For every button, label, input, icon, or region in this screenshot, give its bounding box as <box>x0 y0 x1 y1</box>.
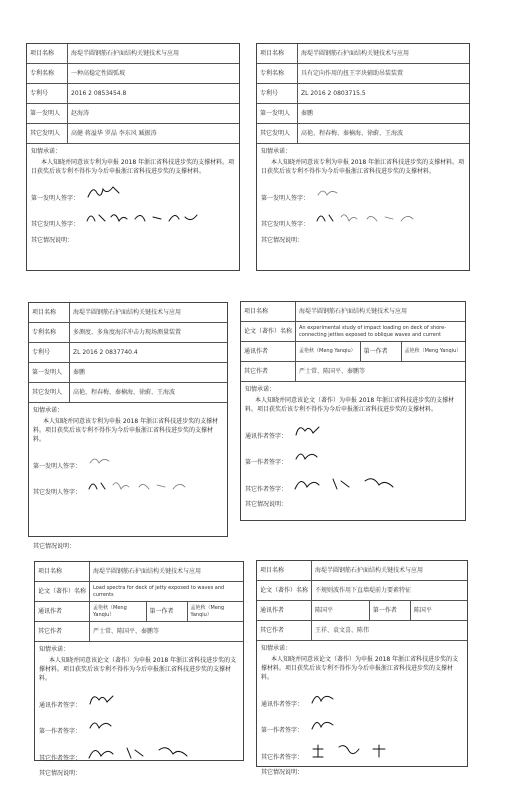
value-other-inventors: 高艳、程春梅、秦楠海、徐蔚、王海波 <box>70 383 228 403</box>
label-corresponding-author: 通讯作者 <box>35 602 90 622</box>
notice-text: 本人知晓并同意该论文（著作）为申报 2018 年浙江省科技进步奖的支撑材料。项目获奖后该专利不得作为今后申报浙江省科技进步奖的支撑材料。 <box>245 397 455 413</box>
other-notes: 其它情况说明： <box>33 543 76 550</box>
value-project: 海堤半圆钢筋石护面结构关键技术与应用 <box>296 302 465 322</box>
value-patent-no: 2016 2 0853454.8 <box>68 84 240 104</box>
handwritten-signature <box>309 689 339 707</box>
patent-form-1 <box>26 43 240 271</box>
label-patent-name: 专利名称 <box>29 323 70 343</box>
other-authors-signature-row <box>241 469 465 495</box>
notice-title: 知情承诺： <box>261 148 292 155</box>
notice-text: 本人知晓并同意该专利为申报 2018 年浙江省科技进步奖的支撑材料。项目获奖后该专利不得作为今后申报浙江省科技进步奖的支撑材料。 <box>31 159 235 175</box>
handwritten-signature <box>87 716 117 734</box>
first-author-signature-row <box>35 712 243 738</box>
value-first-author: 陈国平 <box>410 601 467 621</box>
label-paper-name: 论文（著作）名称 <box>35 582 90 602</box>
first-inventor-signature-row <box>29 447 227 473</box>
label-project: 项目名称 <box>241 302 296 322</box>
value-other-authors: 严士常、陈国平、秦鹏等 <box>90 622 243 642</box>
value-patent-no: ZL 2016 2 0803715.5 <box>298 84 470 104</box>
handwritten-signature <box>87 742 197 762</box>
handwritten-signature <box>87 451 117 469</box>
first-author-signature-row <box>241 443 465 469</box>
label-other-inventors: 其它发明人 <box>257 124 298 144</box>
handwritten-signature <box>87 477 197 495</box>
notice-block <box>29 403 227 447</box>
value-patent-no: ZL 2016 2 0837740.4 <box>70 343 228 363</box>
other-notes: 其它情况说明： <box>261 237 304 244</box>
patent-form-3 <box>28 302 228 550</box>
label-paper-name: 论文（著作）名称 <box>241 322 296 342</box>
other-notes: 其它情况说明： <box>245 501 288 508</box>
label-first-inventor: 第一发明人 <box>27 104 68 124</box>
paper-form-2 <box>34 561 244 777</box>
value-paper-name: An experimental study of impact loading on deck of shore-connecting jetties exposed to oblique waves and current <box>296 322 465 342</box>
label-first-author: 第一作者 <box>146 602 187 622</box>
value-first-inventor: 秦鹏 <box>298 104 470 124</box>
sig-label-first-inventor: 第一发明人签字： <box>261 194 310 202</box>
value-paper-name: Load spectra for deck of jetty exposed to waves and currents <box>90 582 243 602</box>
value-project: 海堤半圆钢筋石护面结构关键技术与应用 <box>298 44 470 64</box>
label-patent-name: 专利名称 <box>27 64 68 84</box>
label-patent-name: 专利名称 <box>257 64 298 84</box>
value-corresponding-author: 陈国平 <box>312 601 370 621</box>
other-authors-signature-row <box>35 738 243 764</box>
label-project: 项目名称 <box>29 303 70 323</box>
label-first-inventor: 第一发明人 <box>257 104 298 124</box>
label-other-authors: 其它作者 <box>241 362 296 382</box>
handwritten-signature <box>309 715 339 733</box>
value-project: 海堤半圆钢筋石护面结构关键技术与应用 <box>68 44 240 64</box>
other-notes: 其它情况说明： <box>31 237 74 244</box>
paper-form-1 <box>240 301 466 521</box>
handwritten-signature <box>315 209 425 227</box>
value-project: 海堤半圆钢筋石护面结构关键技术与应用 <box>90 562 243 582</box>
first-author-signature-row <box>257 711 467 737</box>
handwritten-signature <box>85 183 125 201</box>
corresponding-author-signature-row <box>35 686 243 712</box>
sig-label-other-authors: 其它作者签字： <box>245 485 288 493</box>
value-first-inventor: 赵海涛 <box>68 104 240 124</box>
sig-label-first-author: 第一作者签字： <box>39 727 82 735</box>
label-other-inventors: 其它发明人 <box>29 383 70 403</box>
label-patent-no: 专利号 <box>27 84 68 104</box>
other-authors-signature-row <box>257 737 467 763</box>
value-other-authors: 王祥、袁文喜、陈伟 <box>312 621 467 641</box>
notice-title: 知情承诺： <box>31 148 62 155</box>
value-patent-name: 具有定向作用的扭王字块辅助吊装装置 <box>298 64 470 84</box>
notice-text: 本人知晓并同意该专利为申报 2018 年浙江省科技进步奖的支撑材料。项目获奖后该专利不得作为今后申报浙江省科技进步奖的支撑材料。 <box>33 418 219 443</box>
sig-label-other-authors: 其它作者签字： <box>39 754 82 762</box>
label-patent-no: 专利号 <box>29 343 70 363</box>
label-patent-no: 专利号 <box>257 84 298 104</box>
sig-label-other-inventors: 其它发明人签字： <box>31 220 80 228</box>
notice-title: 知情承诺： <box>33 407 64 414</box>
value-paper-name: 不规则波作用下直墙堤前力要素特征 <box>312 581 467 601</box>
label-first-author: 第一作者 <box>360 342 401 362</box>
sig-label-corresponding: 通讯作者签字： <box>245 432 288 440</box>
label-project: 项目名称 <box>257 561 312 581</box>
other-notes: 其它情况说明： <box>261 769 304 776</box>
value-corresponding-author: 孟艳秋（Meng Yanqiu） <box>296 342 361 362</box>
label-other-inventors: 其它发明人 <box>27 124 68 144</box>
label-first-inventor: 第一发明人 <box>29 363 70 383</box>
handwritten-signature <box>293 421 323 439</box>
label-corresponding-author: 通讯作者 <box>241 342 296 362</box>
corresponding-author-signature-row <box>241 417 465 443</box>
value-other-inventors: 高健 蒋溢华 罗晶 李东风 臧振涛 <box>68 124 240 144</box>
value-other-authors: 严士常、陈国平、秦鹏等 <box>296 362 465 382</box>
handwritten-signature <box>293 473 403 493</box>
label-other-authors: 其它作者 <box>257 621 312 641</box>
value-other-inventors: 高艳、程春梅、秦楠海、徐蔚、王海波 <box>298 124 470 144</box>
sig-label-first-inventor: 第一发明人签字： <box>33 462 82 470</box>
label-project: 项目名称 <box>35 562 90 582</box>
value-first-author: 孟艳秋（Meng Yanqiu） <box>187 602 243 622</box>
value-project: 海堤半圆钢筋石护面结构关键技术与应用 <box>70 303 228 323</box>
handwritten-signature <box>309 741 419 761</box>
other-inventors-signature-row <box>257 205 469 231</box>
label-project: 项目名称 <box>257 44 298 64</box>
corresponding-author-signature-row <box>257 685 467 711</box>
notice-text: 本人知晓并同意该论文（著作）为申报 2018 年浙江省科技进步奖的支撑材料。项目获奖后该专利不得作为今后申报浙江省科技进步奖的支撑材料。 <box>39 657 237 682</box>
handwritten-signature <box>87 690 117 708</box>
sig-label-other-inventors: 其它发明人签字： <box>261 220 310 228</box>
value-patent-name: 多测度、多角度海洋冲击力现场测量装置 <box>70 323 228 343</box>
label-other-authors: 其它作者 <box>35 622 90 642</box>
notice-title: 知情承诺： <box>245 386 276 393</box>
sig-label-first-inventor: 第一发明人签字： <box>31 194 80 202</box>
notice-block <box>257 144 469 179</box>
other-notes: 其它情况说明： <box>39 770 82 777</box>
other-inventors-signature-row <box>27 205 239 231</box>
notice-title: 知情承诺： <box>261 645 292 652</box>
notice-block <box>35 642 243 686</box>
spacer <box>29 499 227 537</box>
sig-label-first-author: 第一作者签字： <box>245 458 288 466</box>
sig-label-corresponding: 通讯作者签字： <box>261 700 304 708</box>
value-first-author: 孟艳秋（Meng Yanqiu） <box>401 342 465 362</box>
label-project: 项目名称 <box>27 44 68 64</box>
first-inventor-signature-row <box>257 179 469 205</box>
notice-block <box>241 382 465 417</box>
handwritten-signature <box>85 209 205 227</box>
label-first-author: 第一作者 <box>369 601 410 621</box>
notice-text: 本人知晓并同意该论文（著作）为申报 2018 年浙江省科技进步奖的支撑材料。项目获奖后该专利不得作为今后申报浙江省科技进步奖的支撑材料。 <box>261 656 459 681</box>
handwritten-signature <box>293 447 323 465</box>
paper-form-3 <box>256 560 468 776</box>
label-corresponding-author: 通讯作者 <box>257 601 312 621</box>
value-project: 海堤半圆钢筋石护面结构关键技术与应用 <box>312 561 467 581</box>
first-inventor-signature-row <box>27 179 239 205</box>
notice-block <box>257 641 467 685</box>
sig-label-first-author: 第一作者签字： <box>261 726 304 734</box>
label-paper-name: 论文（著作）名称 <box>257 581 312 601</box>
value-patent-name: 一种高稳定性圆弧坡 <box>68 64 240 84</box>
patent-form-2 <box>256 43 470 271</box>
sig-label-other-inventors: 其它发明人签字： <box>33 488 82 496</box>
sig-label-other-authors: 其它作者签字： <box>261 753 304 761</box>
value-first-inventor: 秦鹏 <box>70 363 228 383</box>
handwritten-signature <box>315 183 345 201</box>
value-corresponding-author: 孟艳秋（Meng Yanqiu） <box>90 602 146 622</box>
sig-label-corresponding: 通讯作者签字： <box>39 701 82 709</box>
notice-block <box>27 144 239 179</box>
notice-text: 本人知晓并同意该专利为申报 2018 年浙江省科技进步奖的支撑材料。项目获奖后该专利不得作为今后申报浙江省科技进步奖的支撑材料。 <box>261 159 465 175</box>
other-inventors-signature-row <box>29 473 227 499</box>
notice-title: 知情承诺： <box>39 646 70 653</box>
